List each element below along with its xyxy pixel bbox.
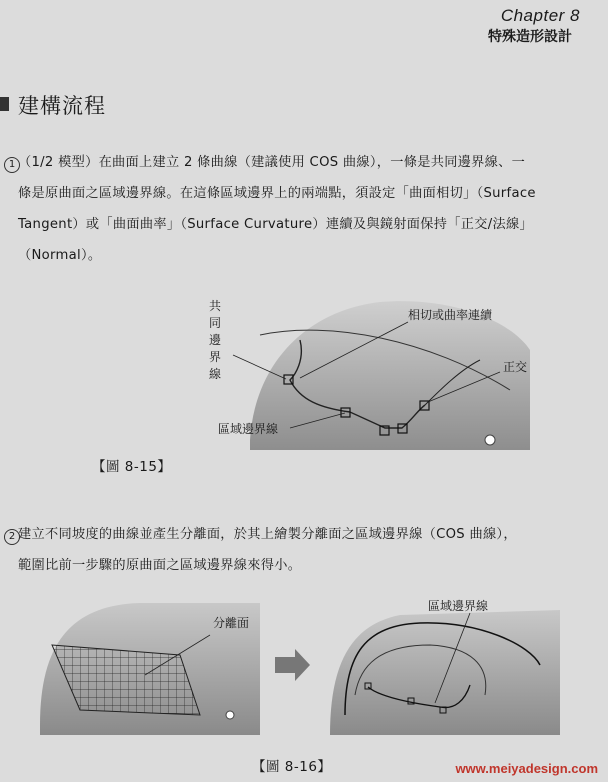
step-1-paragraph bbox=[18, 147, 598, 271]
label-region-boundary-2: 區域邊界線 bbox=[428, 599, 489, 613]
section-title: 建構流程 bbox=[18, 94, 106, 118]
step-1-number: 1 bbox=[4, 157, 20, 173]
section-bullet bbox=[0, 97, 9, 111]
chapter-title: 特殊造形設計 bbox=[488, 29, 572, 45]
label-char: 界 bbox=[208, 350, 221, 364]
label-common-boundary bbox=[208, 298, 222, 383]
figure-8-15-illustration bbox=[0, 280, 608, 480]
label-char: 共 bbox=[208, 299, 221, 313]
figure-8-16-caption: 【圖 8-16】 bbox=[252, 759, 332, 775]
figure-8-16-illustration bbox=[0, 585, 608, 750]
step-2-line: 範圍比前一步驟的原曲面之區域邊界線來得小。 bbox=[18, 558, 302, 573]
transition-arrow bbox=[275, 649, 310, 681]
figure-8-15-caption: 【圖 8-15】 bbox=[92, 459, 172, 475]
label-tangent-curvature: 相切或曲率連續 bbox=[408, 308, 493, 322]
step-1-line: Tangent）或「曲面曲率」（Surface Curvature）連續及與鏡射面保持「正交/法線」 bbox=[18, 217, 533, 232]
step-2-number: 2 bbox=[4, 529, 20, 545]
label-char: 邊 bbox=[208, 333, 221, 347]
surface-marker bbox=[485, 435, 495, 445]
label-split-surface: 分離面 bbox=[213, 616, 250, 630]
label-char: 線 bbox=[208, 367, 221, 381]
label-orthogonal: 正交 bbox=[503, 360, 528, 374]
label-region-boundary: 區域邊界線 bbox=[218, 422, 279, 436]
step-1-line: （Normal）。 bbox=[18, 248, 102, 263]
right-model-surface bbox=[330, 610, 560, 735]
step-1-line: 條是原曲面之區域邊界線。在這條區域邊界上的兩端點，須設定「曲面相切」（Surface bbox=[18, 186, 536, 201]
label-char: 同 bbox=[208, 316, 221, 330]
step-1-line: （1/2 模型）在曲面上建立 2 條曲線（建議使用 COS 曲線），一條是共同邊界線、一 bbox=[18, 155, 526, 170]
step-2-line: 建立不同坡度的曲線並產生分離面，於其上繪製分離面之區域邊界線（COS 曲線）， bbox=[18, 527, 517, 542]
chapter-label: Chapter 8 bbox=[500, 6, 580, 25]
site-watermark: www.meiyadesign.com bbox=[455, 761, 598, 776]
surface-marker bbox=[226, 711, 234, 719]
step-2-paragraph bbox=[18, 519, 598, 581]
